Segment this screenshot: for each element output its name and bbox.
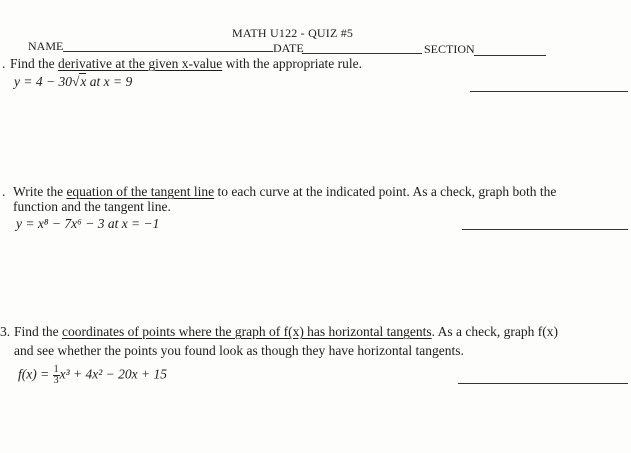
name-blank-line — [63, 51, 273, 52]
question-3-underlined-phrase: coordinates of points where the graph of f(x) has horizontal tangents — [62, 324, 432, 339]
question-2-expression: y = x⁸ − 7x⁶ − 3 at x = −1 — [16, 216, 160, 231]
question-3-answer-line — [458, 383, 628, 384]
question-1-answer-line — [470, 91, 628, 92]
name-label: NAME — [28, 39, 64, 53]
question-3-instruction: Find the coordinates of points where the graph of f(x) has horizontal tangents. As a check, graph f(x) — [14, 324, 558, 339]
date-blank-line — [302, 53, 422, 54]
question-2-instruction-line2: function and the tangent line. — [13, 199, 171, 214]
question-1-underlined-phrase: derivative at the given x-value — [58, 56, 223, 71]
section-label: SECTION — [424, 42, 475, 56]
question-2-underlined-phrase: equation of the tangent line — [66, 184, 215, 199]
question-2-instruction: Write the equation of the tangent line to each curve at the indicated point. As a check, graph both the — [13, 184, 557, 199]
section-blank-line — [474, 55, 546, 56]
quiz-title: MATH U122 - QUIZ #5 — [232, 26, 354, 40]
question-3-number: 3. — [0, 324, 11, 339]
question-3-instruction-line2: and see whether the points you found look as though they have horizontal tangents. — [14, 343, 464, 358]
question-3-expression: f(x) = $\frac{1}{3}$ x³ + 4x² − 20x + 15 — [18, 364, 167, 386]
question-1-number: . — [2, 56, 6, 71]
question-2-answer-line — [462, 229, 628, 230]
date-label: DATE — [273, 41, 304, 55]
question-1-instruction: Find the derivative at the given x-value with the appropriate rule. — [10, 56, 363, 71]
question-1-expression: y = 4 − 30√x at x = 9 — [14, 74, 133, 89]
question-3-fraction: $\frac{1}{3}$ — [53, 364, 59, 386]
question-2-number: . — [2, 184, 6, 199]
